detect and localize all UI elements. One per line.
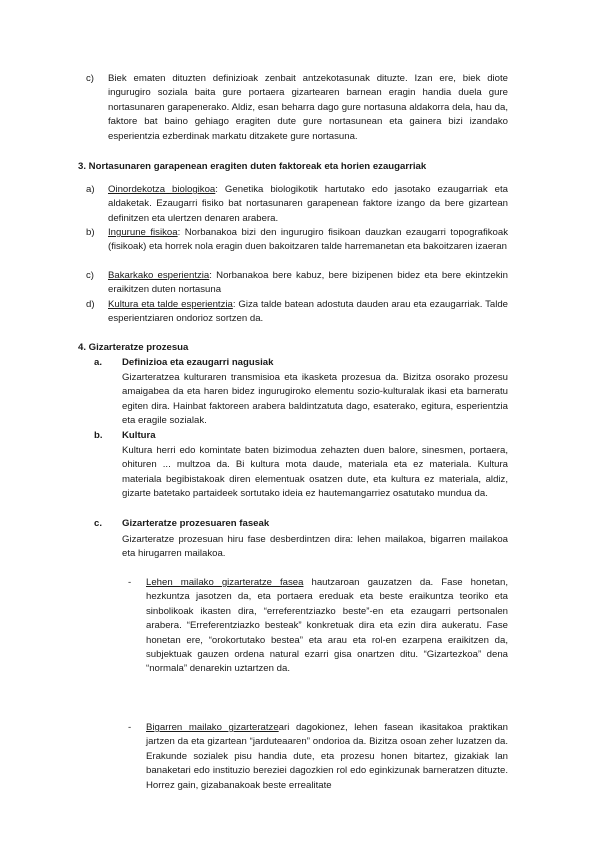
s3-item-a-term: Oinordekotza biologikoa xyxy=(108,184,216,195)
s4-sub-a-label: a. xyxy=(94,357,103,368)
bullet-2-body: ari dagokionez, lehen fasean ikasitakoa praktikan jartzen da eta gizartean “jarduteaaren” ondorioa da. Bizitza osoan zeher luzatzen da. Erakunde sozialek pisu handia dute, eta prozesu honen bitartez, gizakiak lan banaketari edo instituzio bereziei dagozkien rol edo eginkizunak barneratzen dituzte. Horrez gain, gizabanakoak beste errealitate xyxy=(146,722,508,791)
s3-item-b-sep: : xyxy=(177,227,181,238)
s4-sub-a-title: Definizioa eta ezaugarri nagusiak xyxy=(122,357,274,368)
s4-sub-b-title: Kultura xyxy=(122,430,156,441)
bullet-2-term: Bigarren mailako gizarteratze xyxy=(146,722,279,733)
bullet-2-text xyxy=(146,721,508,793)
s3-item-a-sep: : xyxy=(215,184,218,195)
s3-item-c-label: c) xyxy=(86,270,94,281)
s3-item-b xyxy=(108,226,508,255)
s3-item-b-text: Norbanakoa bizi den ingurugiro fisikoan dauzkan ezaugarri topografikoak (fisikoak) eta horrek nola eragin duen bakoitzaren talde harremanetan eta bakoitzaren izaeran xyxy=(108,227,509,253)
s4-sub-c-text: Gizarteratze prozesuan hiru fase desberdintzen dira: lehen mailakoa, bigarren mailakoa eta hirugarren mailakoa. xyxy=(122,534,508,560)
s3-item-a xyxy=(108,183,508,226)
bullet-1-text xyxy=(146,576,508,677)
s3-item-c xyxy=(108,269,508,298)
s3-item-d-sep: : xyxy=(232,299,236,310)
s3-item-d-term: Kultura eta talde esperientzia xyxy=(108,299,233,310)
s3-item-a-text: Genetika biologikotik hartutako edo jasotako ezaugarriak eta aldaketak. Ezaugarri fisiko bat nortasunaren garapenean faktore izango da bere gizartean definitzen eta ulertzen denaren arabera. xyxy=(108,184,508,224)
bullet-1-body: hautzaroan gauzatzen da. Fase honetan, hezkuntza jasotzen da, eta portaera ereduak eta beste eraikuntza teoriko eta sinbolikoak ikasten dira, “erreferentziazko beste”-en eta ezaugarri pertsonalen arabera. “Erreferentziazko besteak” konkretuak dira eta ezin dira aukeratu. Fase honetan ere, “orokortutako bestea” eta arau eta rol-en ezarpena eraikitzen da, subjektuak gauzen ordena natural ezarri gisa onartzen ditu. “Gizartezkoa” dena “normala” denarekin uztartzen da. xyxy=(146,577,508,675)
s4-sub-a-text: Gizarteratzea kulturaren transmisioa eta ikasketa prozesua da. Bizitza osorako prozesu amaigabea da eta haren bidez ingurugiroko elementu sozio-kulturalak ikasi eta barneratu egiten dira. Hainbat faktoreen arabera baldintzatuta dago, esaterako, egitura, esperientzia eta eragile sozialak. xyxy=(122,372,508,427)
s3-item-d xyxy=(108,298,508,327)
bullet-2-dash: - xyxy=(128,722,132,733)
s4-sub-b-label: b. xyxy=(94,430,103,441)
item-c-label: c) xyxy=(86,73,94,84)
s4-sub-b-text: Kultura herri edo komintate baten bizimodua zehazten duen balore, sinesmen, portaera, ohituren ... multzoa da. Bi kultura mota daude, materiala eta ez materiala. Kultura materiala begibistakoak diren elementuak osatzen dute, eta kultura ez materiala, aldiz, gizarte batetako partaideek sortutako ideia ez hautemangarriez osatutako mundua da. xyxy=(122,445,508,500)
bullet-1-dash: - xyxy=(128,577,132,588)
s3-item-d-text: Giza talde batean adostuta dauden arau eta ezaugarriak. Talde esperientziaren ondorioz sortzen da. xyxy=(108,299,509,325)
item-c-paragraph: Biek ematen dituzten definizioak zenbait antzekotasunak dituzte. Izan ere, biek diote ingurugiro soziala baita gure portaera gizartearen barnean eragin handia duela gure nortasunaren garapenerako. Aldiz, esan beharra dago gure nortasuna aldakorra dela, hau da, faktore bat baino gehiago eragiten dute gure nortasunean eta gainera bizi izandako esperientzia ezberdinak markatu ditzakete gure nortasuna. xyxy=(108,73,508,142)
section-4-heading: 4. Gizarteratze prozesua xyxy=(78,342,189,353)
bullet-1-term: Lehen mailako gizarteratze fasea xyxy=(146,577,304,588)
s3-item-d-label: d) xyxy=(86,299,95,310)
s3-item-b-label: b) xyxy=(86,227,95,238)
s3-item-b-term: Ingurune fisikoa xyxy=(108,227,178,238)
s4-sub-c-title: Gizarteratze prozesuaren faseak xyxy=(122,518,270,529)
s3-item-a-label: a) xyxy=(86,184,95,195)
s4-sub-c-label: c. xyxy=(94,518,103,529)
s3-item-c-term: Bakarkako esperientzia xyxy=(108,270,210,281)
section-3-heading: 3. Nortasunaren garapenean eragiten duten faktoreak eta horien ezaugarriak xyxy=(78,161,427,172)
s3-item-c-text: Norbanakoa bere kabuz, bere bizipenen bidez eta bere ekintzekin eraikitzen duten nortasuna xyxy=(108,270,508,296)
s3-item-c-sep: : xyxy=(209,270,212,281)
